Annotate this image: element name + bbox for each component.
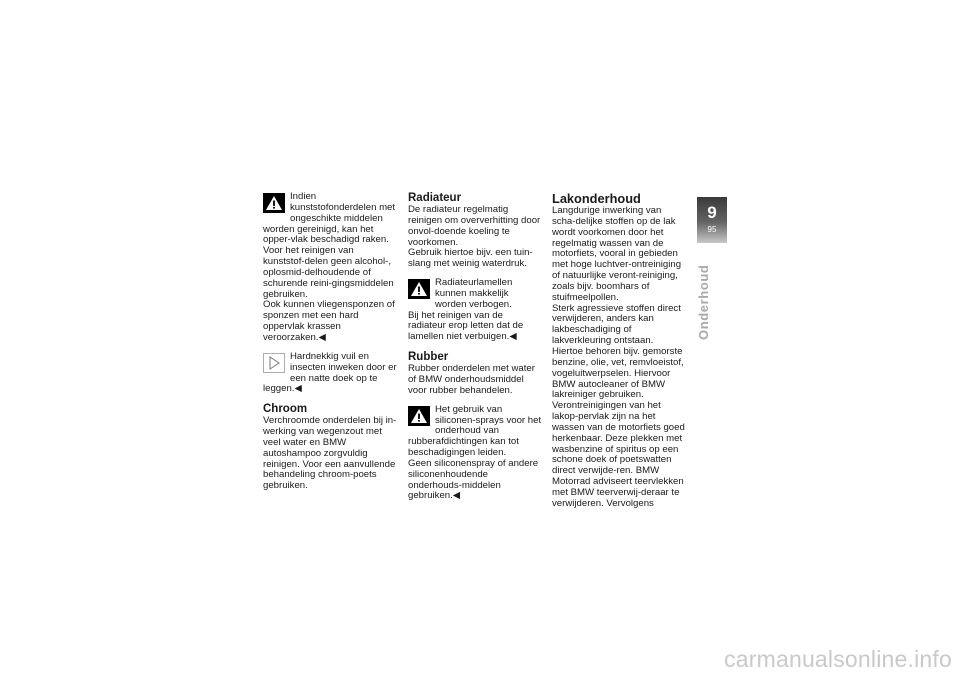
warning-icon bbox=[408, 279, 430, 299]
section-heading-rubber: Rubber bbox=[408, 351, 449, 364]
page-number: 95 bbox=[707, 225, 717, 234]
chapter-number: 9 bbox=[707, 203, 717, 222]
radiateur-text: De radiateur regelmatig reinigen om oververhitting door onvol-doende koeling te voorkomen. bbox=[408, 204, 541, 248]
warning-icon bbox=[263, 193, 285, 213]
lak-text: Langdurige inwerking van scha-delijke stoffen op de lak wordt voorkomen door het regelmatig wassen van de motorfiets, vooral in gebieden met hoge luchtver-ontreiniging of natuurlijke veront-reiniging, zoals bijv. boomhars of stuifmeelpollen. bbox=[552, 205, 682, 303]
section-heading-radiateur: Radiateur bbox=[408, 192, 462, 204]
tip-text: Hardnekkig vuil en insecten inweken door er een natte doek op te leggen.◀ bbox=[263, 350, 397, 395]
warning-note bbox=[408, 405, 542, 459]
section-heading-chroom: Chroom bbox=[263, 403, 308, 416]
warning-note bbox=[263, 192, 397, 246]
radiateur-text-2: Gebruik hiertoe bijv. een tuin-slang met weinig waterdruk. bbox=[408, 247, 533, 270]
warning-text: Radiateurlamellen kunnen makkelijk worden verbogen. bbox=[435, 277, 513, 310]
rubber-text: Rubber onderdelen met water of BMW onderhoudsmiddel voor rubber behandelen. bbox=[408, 363, 535, 396]
warning-body: Geen siliconenspray of andere siliconenhoudende onderhouds-middelen gebruiken.◀ bbox=[408, 457, 539, 502]
section-heading-lakonderhoud: Lakonderhoud bbox=[552, 191, 641, 206]
tip-icon bbox=[263, 353, 285, 373]
column-1 bbox=[263, 192, 397, 492]
warning-text: Indien kunststofonderdelen met ongeschikte middelen worden gereinigd, kan het opper-vlak beschadigd raken. bbox=[263, 191, 396, 246]
column-2 bbox=[408, 192, 542, 502]
warning-icon bbox=[408, 406, 430, 426]
chroom-text: Verchroomde onderdelen bij in-werking van wegenzout met veel water en BMW autoshampoo zorgvuldig reinigen. Voor een aanvullende behandeling chroom-poets gebruiken. bbox=[263, 415, 397, 492]
lak-text-3: Verontreinigingen van het lakop-pervlak zijn na het wassen van de motorfiets goed herkenbaar. Deze plekken met wasbenzine of spiritus op een schone doek of poetswatten direct verwijde-ren. BMW Motorrad adviseert teervlekken met BMW teerverwij-deraar te verwijderen. Vervolgens bbox=[552, 400, 685, 509]
warning-body-2: Ook kunnen vliegensponzen of sponzen met een hard oppervlak krassen veroorzaken.◀ bbox=[263, 299, 395, 343]
chapter-tab bbox=[697, 197, 727, 243]
lak-text-2: Sterk agressieve stoffen direct verwijderen, anders kan lakbeschadiging of lakverkleuring ontstaan. Hiertoe behoren bijv. gemorste benzine, olie, vet, remvloeistof, vogeluitwerpselen. Hiervoor BMW autocleaner of BMW lakreiniger gebruiken. bbox=[552, 302, 684, 401]
tip-note bbox=[263, 352, 397, 395]
warning-body: Voor het reinigen van kunststof-delen geen alcohol-, oplosmid-delhoudende of schurende reini-gingsmiddelen gebruiken. bbox=[263, 245, 394, 300]
column-3 bbox=[552, 192, 686, 510]
warning-body: Bij het reinigen van de radiateur erop letten dat de lamellen niet verbuigen.◀ bbox=[408, 309, 524, 343]
warning-text: Het gebruik van siliconen-sprays voor het onderhoud van rubberafdichtingen kan tot beschadigingen leiden. bbox=[408, 403, 542, 459]
watermark: carmanualsonline.info bbox=[724, 646, 952, 672]
chapter-title: Onderhoud bbox=[696, 264, 711, 340]
warning-note bbox=[408, 278, 542, 311]
